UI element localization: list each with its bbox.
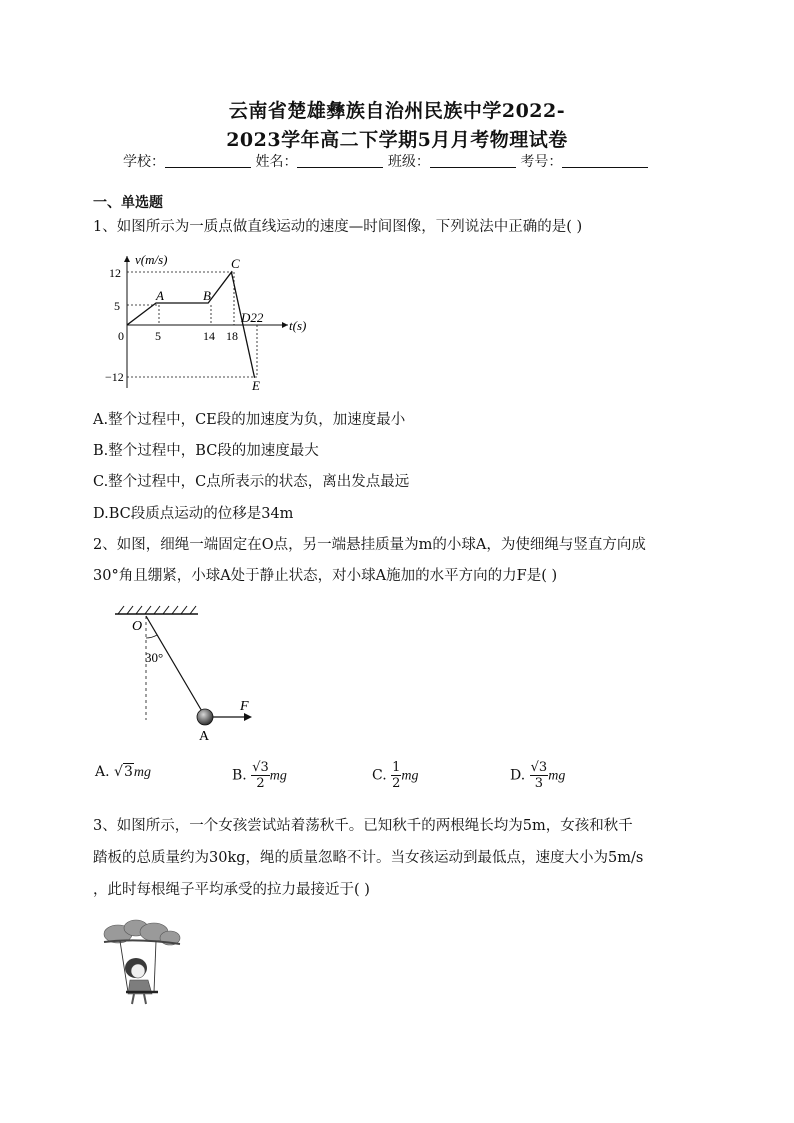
y-axis-label: v(m/s) [135,252,168,267]
q1-option-d[interactable]: D.BC段质点运动的位移是34m [93,506,294,522]
q2-option-b[interactable] [232,760,287,791]
x-axis-label: t(s) [289,318,307,333]
mg-symbol: mg [133,765,151,780]
question-1-text: 1、如图所示为一质点做直线运动的速度—时间图像，下列说法中正确的是( ) [93,219,583,235]
student-info-row [123,151,648,171]
ball-a-label: A [199,729,210,744]
q2-option-a[interactable] [95,764,151,781]
class-label: 班级： [387,154,430,170]
class-blank[interactable] [430,153,516,168]
exam-title-line1: 云南省楚雄彝族自治州民族中学2022- [228,100,566,122]
point-a-label: A [156,288,164,303]
question-2-line2: 30°角且绷紧，小球A处于静止状态，对小球A施加的水平方向的力F是( ) [93,568,558,584]
q2-option-d[interactable] [510,760,565,791]
mg-symbol: mg [401,768,419,784]
name-label: 姓名： [255,154,298,170]
q1-option-a[interactable]: A.整个过程中，CE段的加速度为负，加速度最小 [93,412,406,428]
swing-rope-right [154,941,156,992]
fraction-root3-over-2: $\frac{√3}{2}$ [252,760,269,791]
y-tick-m12: −12 [105,370,124,384]
point-b-label: B [203,288,211,303]
question-3-line1: 3、如图所示，一个女孩尝试站着荡秋千。已知秋千的两根绳长均为5m，女孩和秋千 [93,818,633,834]
point-e-label: E [252,378,260,393]
x-tick-14: 14 [203,329,215,343]
ceiling-hatch [118,606,196,614]
pendulum-figure [110,600,270,745]
school-label: 学校： [123,154,165,170]
number-label: 考号： [520,154,563,170]
force-arrowhead [244,713,252,721]
option-a-letter: A. [95,764,110,780]
question-3-line2: 踏板的总质量约为30kg，绳的质量忽略不计。当女孩运动到最低点，速度大小为5m/s [93,850,644,866]
section-title: 一、单选题 [93,195,163,211]
force-f-label: F [240,699,249,714]
angle-label: 30° [145,650,164,665]
swing-girl-illustration [98,916,188,1008]
mg-symbol: mg [269,768,287,784]
point-c-label: C [231,256,240,271]
option-c-letter: C. [372,767,387,784]
q1-option-c[interactable]: C.整个过程中，C点所表示的状态，离出发点最远 [93,474,410,490]
option-b-letter: B. [232,767,247,784]
girl-legs [132,994,146,1004]
point-d-label: D22 [241,310,264,325]
ball-a [197,709,213,725]
point-o-label: O [132,619,143,634]
question-3-line3: ，此时每根绳子平均承受的拉力最接近于( ) [93,882,370,898]
sqrt-3: √3 [114,764,133,780]
vt-graph [105,250,325,398]
school-blank[interactable] [165,153,251,168]
y-tick-5: 5 [114,299,120,313]
y-tick-12: 12 [109,266,121,280]
option-d-letter: D. [510,767,526,784]
x-tick-18: 18 [226,329,238,343]
question-2-line1: 2、如图，细绳一端固定在O点，另一端悬挂质量为m的小球A，为使细绳与竖直方向成 [93,537,646,553]
mg-symbol: mg [548,768,566,784]
q2-option-c[interactable] [372,760,419,791]
fraction-root3-over-3: $\frac{√3}{3}$ [530,760,548,791]
q1-option-b[interactable]: B.整个过程中，BC段的加速度最大 [93,443,319,459]
fraction-1-over-2: $\frac{1}{2}$ [392,760,401,791]
name-blank[interactable] [297,153,383,168]
exam-title-line2: 2023学年高二下学期5月月考物理试卷 [226,129,568,151]
x-tick-5: 5 [155,329,161,343]
x-tick-0: 0 [118,329,124,343]
number-blank[interactable] [562,153,648,168]
girl-face [131,964,145,978]
angle-arc [146,635,157,638]
